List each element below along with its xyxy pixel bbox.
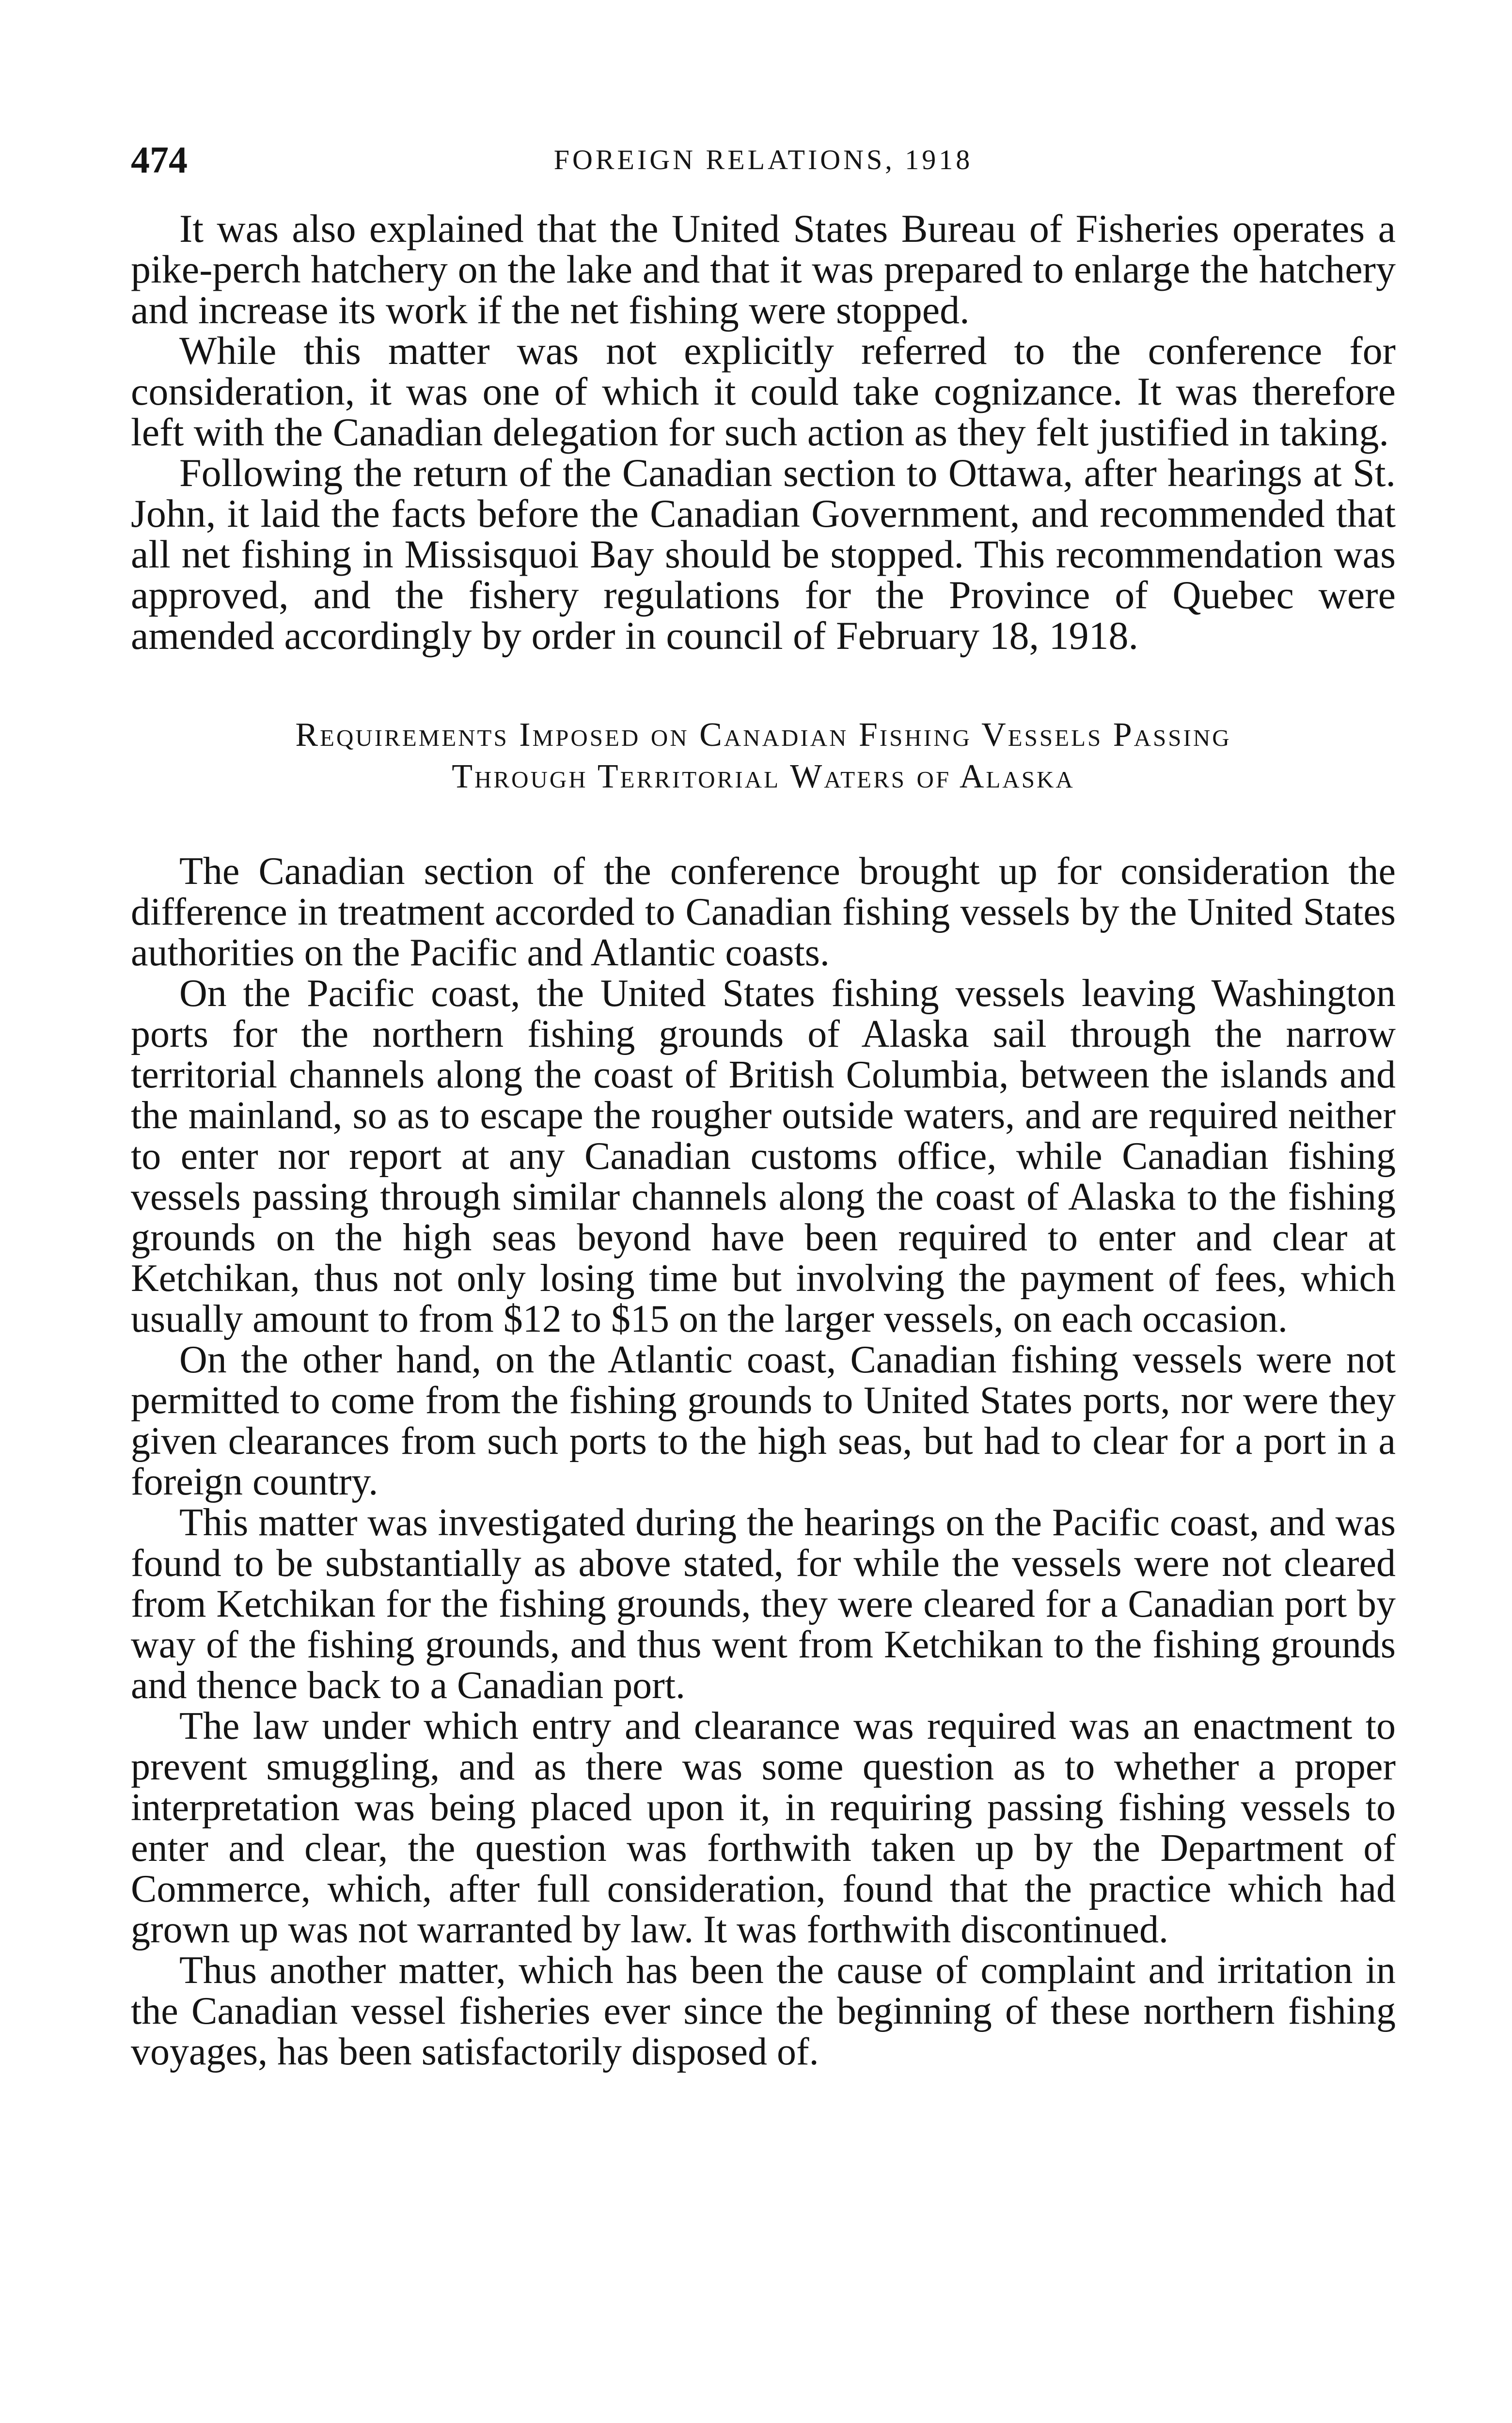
paragraph: The Canadian section of the conference brought up for consideration the difference in treatment accorded to Canadian fishing vessels by the United States authorities on the Pacific and Atlantic coasts. <box>131 850 1396 974</box>
page-number: 474 <box>131 139 188 181</box>
paragraph: This matter was investigated during the hearings on the Pacific coast, and was found to be substantially as above stated, for while the vessels were not cleared from Ketchikan for the fishing grounds, they were cleared for a Canadian port by way of the fishing grounds, and thus went from Ketchikan to the fishing grounds and thence back to a Canadian port. <box>131 1501 1396 1707</box>
paragraph: Thus another matter, which has been the cause of complaint and irritation in the Canadian vessel fisheries ever since the beginning of these northern fishing voyages, has been satisfactorily disposed of. <box>131 1949 1396 2073</box>
section-one-body <box>131 208 1396 656</box>
section-heading <box>131 714 1396 798</box>
paragraph: Following the return of the Canadian section to Ottawa, after hearings at St. John, it laid the facts before the Canadian Government, and recommended that all net fishing in Missisquoi Bay should be stopped. This recommendation was approved, and the fishery regulations for the Province of Quebec were amended accordingly by order in council of February 18, 1918. <box>131 451 1396 658</box>
running-header <box>131 131 1396 189</box>
paragraph: On the Pacific coast, the United States fishing vessels leaving Washington ports for the northern fishing grounds of Alaska sail through the narrow territorial channels along the coast of British Columbia, between the islands and the mainland, so as to escape the rougher outside waters, and are required neither to enter nor report at any Canadian customs office, while Canadian fishing vessels passing through similar channels along the coast of Alaska to the fishing grounds on the high seas beyond have been required to enter and clear at Ketchikan, thus not only losing time but involving the payment of fees, which usually amount to from $12 to $15 on the larger vessels, on each occasion. <box>131 972 1396 1340</box>
section-heading-line-2: Through Territorial Waters of Alaska <box>452 758 1075 795</box>
document-page <box>131 131 1396 2072</box>
paragraph: While this matter was not explicitly referred to the conference for consideration, it was one of which it could take cognizance. It was therefore left with the Canadian delegation for such action as they felt justified in taking. <box>131 329 1396 454</box>
running-title: FOREIGN RELATIONS, 1918 <box>553 144 973 175</box>
paragraph: It was also explained that the United States Bureau of Fisheries operates a pike-perch hatchery on the lake and that it was prepared to enlarge the hatchery and increase its work if the net fishing were stopped. <box>131 206 1396 332</box>
paragraph: On the other hand, on the Atlantic coast, Canadian fishing vessels were not permitted to come from the fishing grounds to United States ports, nor were they given clearances from such ports to the high seas, but had to clear for a port in a foreign country. <box>131 1338 1396 1503</box>
paragraph: The law under which entry and clearance was required was an enactment to prevent smuggling, and as there was some question as to whether a proper interpretation was being placed upon it, in requiring passing fishing vessels to enter and clear, the question was forthwith taken up by the Department of Commerce, which, after full consideration, found that the practice which had grown up was not warranted by law. It was forthwith discontinued. <box>131 1705 1396 1951</box>
section-two-body <box>131 851 1396 2072</box>
section-heading-line-1: Requirements Imposed on Canadian Fishing Vessels Passing <box>295 716 1231 754</box>
